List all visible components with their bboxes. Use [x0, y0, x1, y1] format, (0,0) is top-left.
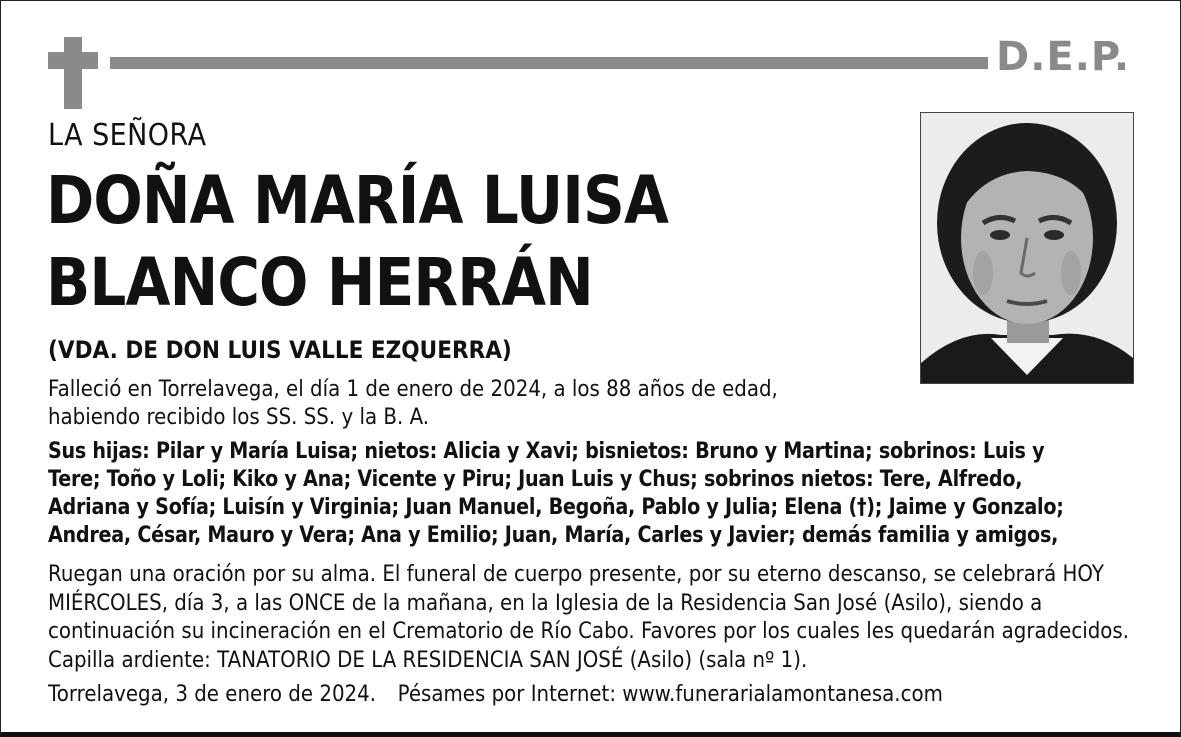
condolences-link[interactable]: Pésames por Internet: www.funerarialamontanesa.com — [397, 682, 943, 707]
deceased-name-line-1: DOÑA MARÍA LUISA — [46, 162, 669, 239]
cross-vertical-bar — [64, 37, 82, 109]
widow-of: (VDA. DE DON LUIS VALLE EZQUERRA) — [48, 336, 512, 364]
deceased-name-line-2: BLANCO HERRÁN — [46, 244, 593, 321]
footer — [48, 681, 943, 709]
portrait-photo — [920, 112, 1134, 384]
death-notice: Falleció en Torrelavega, el día 1 de enero de 2024, a los 88 años de edad, habiendo recibido los SS. SS. y la B. A. — [48, 377, 778, 430]
honorific: LA SEÑORA — [48, 118, 207, 153]
funeral-details: Ruegan una oración por su alma. El funeral de cuerpo presente, por su eterno descanso, se celebrará HOY MIÉRCOLES, día 3, a las ONCE de la mañana, en la Iglesia de la Residencia San José (Asilo), siendo a continuación su incineración en el Crematorio de Río Cabo. Favores por los cuales les quedarán agradecidos. Capilla ardiente: TANATORIO DE LA RESIDENCIA SAN JOSÉ (Asilo) (sala nº 1). — [48, 562, 1130, 673]
cross-horizontal-bar — [48, 52, 98, 69]
portrait-illustration — [921, 113, 1133, 383]
place-date: Torrelavega, 3 de enero de 2024. — [48, 682, 377, 707]
dep-label: D.E.P. — [996, 34, 1131, 80]
family-list: Sus hijas: Pilar y María Luisa; nietos: Alicia y Xavi; bisnietos: Bruno y Martina; sobrinos: Luis y Tere; Toño y Loli; Kiko y Ana; Vicente y Piru; Juan Luis y Chus; sobrinos nietos: Tere, Alfredo, Adriana y Sofía; Luisín y Virginia; Juan Manuel, Begoña, Pablo y Julia; Elena (†); Jaime y Gonzalo; Andrea, César, Mauro y Vera; Ana y Emilio; Juan, María, Carles y Javier; demás familia y amigos, — [48, 439, 1064, 548]
header-rule — [110, 57, 988, 69]
